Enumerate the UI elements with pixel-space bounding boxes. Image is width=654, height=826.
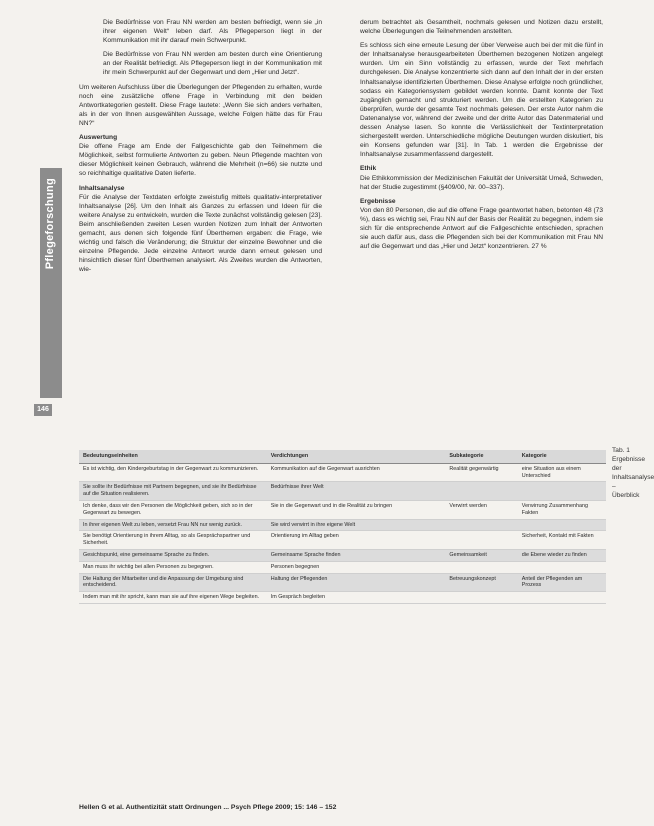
table-header-cell: Verdichtungen (267, 450, 446, 463)
table-row (79, 531, 606, 550)
section-heading: Ergebnisse (360, 197, 396, 205)
table-cell: Personen begegnen (267, 561, 446, 573)
table-body (79, 463, 606, 603)
body-paragraph: Es schloss sich eine erneute Lesung der über Verweise auch bei der mit die fünf in der Inhaltsanalyse herausgearbeiteten Überthemen bezogenen Notizen angelegt wurden. Um ein Sinn vollständig zu erfassen, wurde der Text mehrfach durchgelesen. Die Analyse konzentrierte sich dann auf den Inhalt der in der ersten Inhaltsanalyse identifizierten Überthemen. Diese Analyse erfolgte noch gründlicher, sodass ein Kategoriensystem gebildet werden konnte. Damit konnte der Text zugänglich gemacht und strukturiert werden. Um die erstellten Kategorien zu überprüfen, wurde der gesamte Text nochmals gelesen. Der erste Autor nahm die Datenanalyse vor, während der zweite und der dritte Autor das Datenmaterial und dessen Analyse lasen. So konnte die Verlässlichkeit der Textinterpretation sichergestellt werden. Unterschiedliche mögliche Deutungen wurden diskutiert, bis ein Konsens gefunden war [31]. In Tab. 1 werden die Ergebnisse der Inhaltsanalyse zusammenfassend dargestellt. (360, 42, 603, 159)
table-cell: Ich denke, dass wir den Personen die Möglichkeit geben, sich so in der Gegenwart zu bewegen. (79, 500, 267, 519)
table-header-cell: Subkategorie (445, 450, 517, 463)
table-cell (445, 531, 517, 550)
body-paragraph: derum betrachtet als Gesamtheit, nochmals gelesen und Notizen dazu erstellt, welche Überlegungen die Teilnehmenden anstellten. (360, 19, 603, 36)
table-cell: Verwirrt werden (445, 500, 517, 519)
table-cell: Man muss ihr wichtig bei allen Personen zu begegnen. (79, 561, 267, 573)
table-cell: Anteil der Pflegenden am Prozess (518, 573, 606, 592)
table-cell: Gesichtspunkt, eine gemeinsame Sprache zu finden. (79, 549, 267, 561)
section-tab-label: Pflegeforschung (44, 178, 56, 270)
table-cell: Kommunikation auf die Gegenwart ausrichten (267, 463, 446, 482)
table-header-row (79, 450, 606, 463)
table-cell: Die Haltung der Mitarbeiter und die Anpassung der Umgebung sind entscheidend. (79, 573, 267, 592)
table-cell: Sie wird verwirrt in ihre eigene Welt (267, 519, 446, 531)
table-cell: In ihrer eigenen Welt zu leben, versetzt Frau NN nur wenig zurück. (79, 519, 267, 531)
table-cell: Sie sollte ihr Bedürfnisse mit Partnern begegnen, und sie ihr Bedürfnisse auf die Situation realisieren. (79, 482, 267, 501)
table-cell: Verwirrung Zusammenhang Fakten (518, 500, 606, 519)
page-number: 146 (34, 404, 52, 416)
section-heading: Auswertung (79, 134, 118, 142)
table-row (79, 500, 606, 519)
body-paragraph: Für die Analyse der Textdaten erfolgte zweistufig mittels qualitativ-interpretativer Inhaltsanalyse [26]. Um den Inhalt als Ganzes zu erfassen und Ideen für die weitere Analyse zu entwickeln, wurden die Texte zunächst vollständig gelesen [23]. Beim anschließenden zweiten Lesen wurden Notizen zum Inhalt der Antworten gemacht, aus denen sich folgende fünf Überthemen ergaben: die Frage, wie wichtig und falsch die Veränderung; die Struktur der einzelne Bewohner und die einzelne Pflegende. Jede einzelne Antwort wurde dann erneut gelesen und hinsichtlich dieser fünf Überthemen analysiert. Als Zweites wurden die Antworten, wie- (79, 193, 322, 274)
table-row (79, 519, 606, 531)
table-cell: Sie benötigt Orientierung in ihrem Alltag, so als Gesprächspartner und Sicherheit. (79, 531, 267, 550)
table-header-cell: Kategorie (518, 450, 606, 463)
table-cell: Realität gegenwärtig (445, 463, 517, 482)
table-cell: eine Situation aus einem Unterschied (518, 463, 606, 482)
body-paragraph: Um weiteren Aufschluss über die Überlegungen der Pflegenden zu erhalten, wurde noch eine zusätzliche offene Frage in Verbindung mit den beiden Antwortkategorien gestellt. Diese Frage lautete: „Wenn Sie sich anders verhalten, als in der von Ihnen ausgewählten Aussage, welche Folgen hätte das für Frau NN?“ (79, 83, 322, 127)
table-cell (518, 561, 606, 573)
section-heading: Inhaltsanalyse (79, 184, 125, 192)
left-column (79, 18, 322, 279)
table-cell: Es ist wichtig, den Kindergeburtstag in der Gegenwart zu kommunizieren. (79, 463, 267, 482)
table-cell: Im Gespräch begleiten (267, 592, 446, 604)
table-cell: Sie in die Gegenwart und in die Realität zu bringen (267, 500, 446, 519)
table-cell (518, 519, 606, 531)
table-row (79, 561, 606, 573)
body-paragraph: Die Ethikkommission der Medizinischen Fakultät der Universität Umeå, Schweden, hat der Studie zugestimmt (§409/00, Nr. 00–337). (360, 174, 603, 191)
results-table (79, 450, 606, 604)
section-heading: Ethik (360, 165, 377, 173)
body-paragraph: Von den 80 Personen, die auf die offene Frage geantwortet haben, betonten 48 (73 %), dass es wichtig sei, Frau NN auf der Basis der Realität zu begegnen, indem sie sich für die entsprechende Antwort auf die Fallgeschichte entschieden, sprachen sie auch dafür aus, dass die Pflegenden sich bei der Kommunikation mit Frau NN auf die Gegenwart und das „Hier und Jetzt“ konzentrieren. 27 % (360, 206, 603, 251)
table-cell (445, 519, 517, 531)
body-paragraph: Die Bedürfnisse von Frau NN werden am besten befriedigt, wenn sie „in ihrer eigenen Welt“ leben darf. Als Pflegeperson liegt in der Kommunikation mit ihr darauf mein Schwerpunkt. (103, 19, 322, 45)
table-cell: Sicherheit, Kontakt mit Fakten (518, 531, 606, 550)
table-row (79, 573, 606, 592)
table-cell: Bedürfnisse ihrer Welt (267, 482, 446, 501)
table-caption: Tab. 1 Ergebnisse der Inhaltsanalyse – Überblick (612, 447, 654, 499)
table-cell (445, 482, 517, 501)
table-cell: Betreuungskonzept (445, 573, 517, 592)
body-paragraph: Die Bedürfnisse von Frau NN werden am besten durch eine Orientierung an der Realität befriedigt. Als Pflegeperson liegt in der Kommunikation mit ihr mein Schwerpunkt auf der Gegenwart und dem „Hier und Jetzt“. (103, 51, 322, 77)
table-cell (518, 482, 606, 501)
section-tab (40, 168, 62, 398)
table-cell: die Ebene wieder zu finden (518, 549, 606, 561)
table-cell: Haltung der Pflegenden (267, 573, 446, 592)
table-row (79, 549, 606, 561)
table-cell (518, 592, 606, 604)
table-cell: Gemeinsamkeit (445, 549, 517, 561)
right-column (360, 18, 603, 256)
citation-footer: Hellen G et al. Authentizität statt Ordnungen ... Psych Pflege 2009; 15: 146 – 152 (79, 804, 337, 811)
table-cell: Gemeinsame Sprache finden (267, 549, 446, 561)
table-cell (445, 561, 517, 573)
table-row (79, 592, 606, 604)
table-cell (445, 592, 517, 604)
table-cell: Orientierung im Alltag geben (267, 531, 446, 550)
table-row (79, 482, 606, 501)
table-header-cell: Bedeutungseinheiten (79, 450, 267, 463)
table-row (79, 463, 606, 482)
table-cell: Indem man mit ihr spricht, kann man sie auf ihre eigenen Wege begleiten. (79, 592, 267, 604)
body-paragraph: Die offene Frage am Ende der Fallgeschichte gab den Teilnehmern die Möglichkeit, selbst formulierte Antworten zu geben. Neun Pflegende machten von dieser Möglichkeit keinen Gebrauch, während die Mehrheit (n=66) sie nutzte und so reichhaltige qualitative Daten lieferte. (79, 143, 322, 178)
